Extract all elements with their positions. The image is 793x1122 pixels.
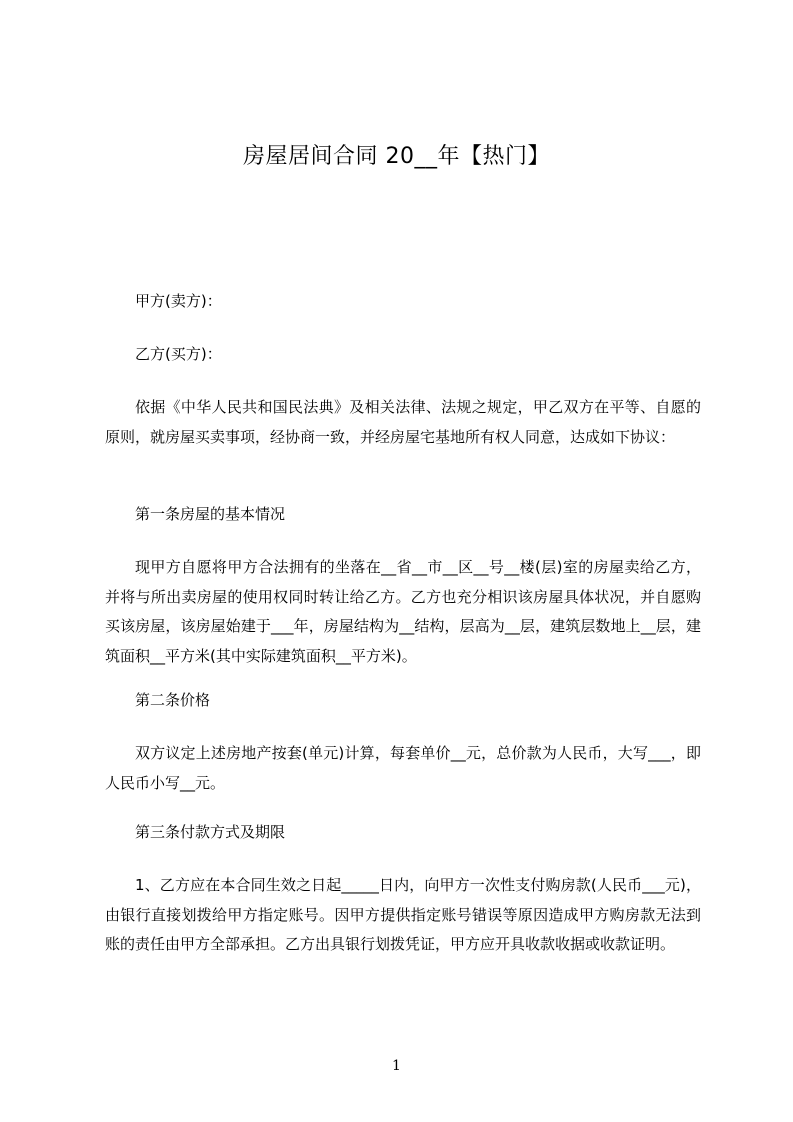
article-3-heading: 第三条付款方式及期限: [135, 823, 286, 841]
article-1-body: 现甲方自愿将甲方合法拥有的坐落在__省__市__区__号__楼(层)室的房屋卖给乙方，并将与所出卖房屋的使用权同时转让给乙方。乙方也充分相识该房屋具体状况，并自愿购买该房屋，该房屋始建于___年，房屋结构为__结构，层高为__层，建筑层数地上__层，建筑面积__平方米(其中实际建筑面积__平方米)。: [105, 558, 701, 665]
page-number: 1: [392, 1058, 401, 1074]
article-2-body: 双方议定上述房地产按套(单元)计算，每套单价__元，总价款为人民币，大写___，即人民币小写__元。: [105, 744, 701, 792]
article-2-heading: 第二条价格: [135, 691, 211, 709]
article-3-clause-1: 1、乙方应在本合同生效之日起_____日内，向甲方一次性支付购房款(人民币___元)，由银行直接划拨给甲方指定账号。因甲方提供指定账号错误等原因造成甲方购房款无法到账的责任由甲方全部承担。乙方出具银行划拨凭证，甲方应开具收款收据或收款证明。: [105, 876, 701, 954]
party-b-line: 乙方(买方)：: [135, 345, 222, 363]
page-title: 房屋居间合同 20__年【热门】: [243, 144, 550, 169]
party-a-line: 甲方(卖方)：: [135, 292, 222, 310]
article-1-heading: 第一条房屋的基本情况: [135, 505, 286, 523]
preamble-paragraph: 依据《中华人民共和国民法典》及相关法律、法规之规定，甲乙双方在平等、自愿的原则，就房屋买卖事项，经协商一致，并经房屋宅基地所有权人同意，达成如下协议：: [105, 398, 701, 446]
